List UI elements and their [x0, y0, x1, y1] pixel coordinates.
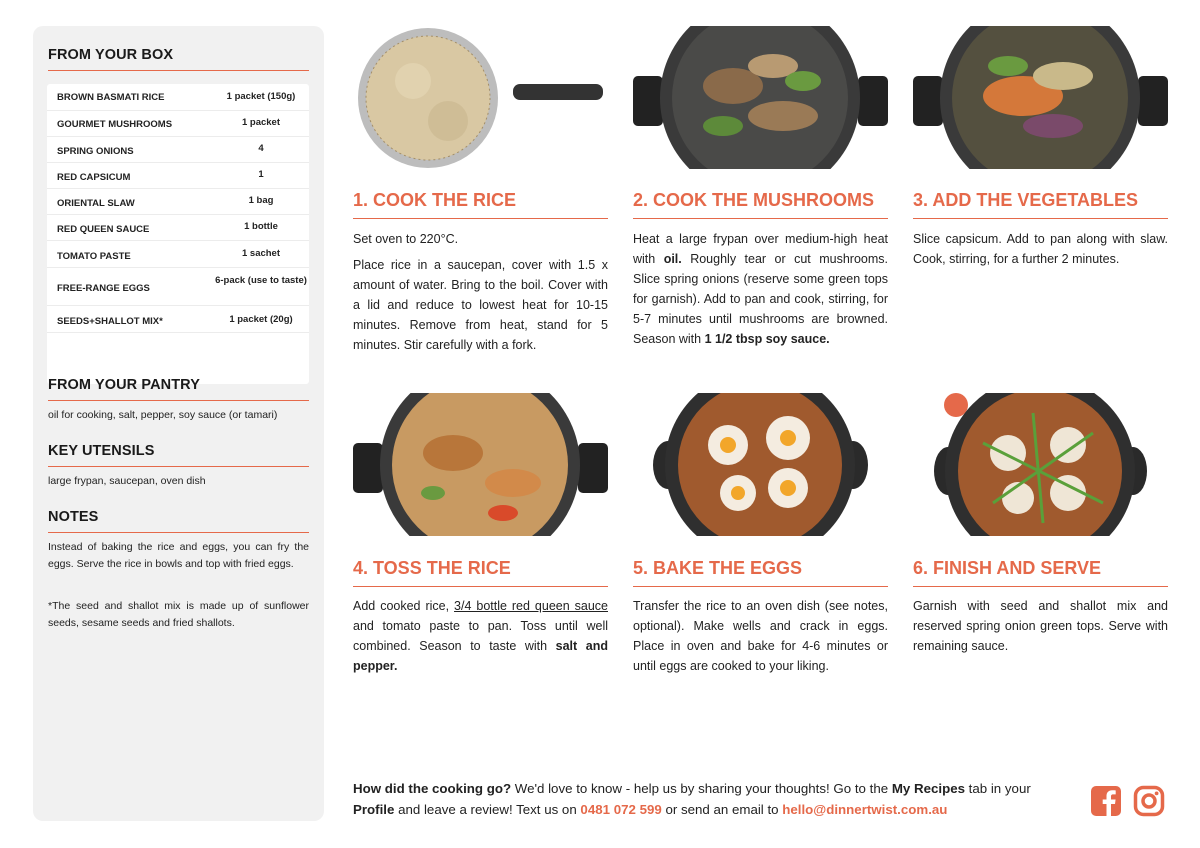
ingredient-name: BROWN BASMATI RICE: [57, 92, 165, 103]
footer-text: and leave a review! Text us on: [394, 802, 581, 817]
toss-rice-pan-photo: [353, 393, 608, 536]
ingredient-row: [47, 84, 309, 111]
step-text-part: and tomato paste to pan. Toss until well combined. Season to taste with: [353, 619, 608, 653]
sidebar: [33, 26, 324, 821]
ingredient-row: [47, 215, 309, 241]
divider: [48, 400, 309, 401]
ingredient-row: [47, 137, 309, 163]
ingredient-qty: 4: [258, 143, 264, 154]
ingredient-qty: 1 packet (20g): [229, 314, 293, 325]
utensils-text: large frypan, saucepan, oven dish: [48, 475, 206, 487]
vegetables-pan-photo: [913, 26, 1168, 169]
notes-text: Instead of baking the rice and eggs, you can fry the eggs. Serve the rice in bowls and top with fried eggs.: [48, 541, 309, 570]
ingredient-name: FREE-RANGE EGGS: [57, 283, 150, 294]
ingredient-name: TOMATO PASTE: [57, 251, 131, 262]
ingredient-qty: 1: [258, 169, 264, 180]
divider: [48, 466, 309, 467]
step-text-part: Add cooked rice,: [353, 599, 455, 613]
step-1-title: 1. COOK THE RICE: [353, 190, 517, 210]
step-2-title: 2. COOK THE MUSHROOMS: [633, 190, 875, 210]
step-text-part: Heat a large frypan over medium-high heat with: [633, 232, 888, 266]
phone-link[interactable]: 0481 072 599: [580, 802, 662, 817]
feedback-footer: [353, 778, 1073, 820]
profile-link[interactable]: Profile: [353, 802, 395, 817]
step-6-text: [913, 596, 1168, 662]
step-text-part: Roughly tear or cut mushrooms. Slice spring onions (reserve some green tops for garnish). Add to pan and cook, stirring, for 5-7 minutes until mushrooms are browned. Season with: [633, 252, 888, 346]
step-paragraph: Slice capsicum. Add to pan along with slaw. Cook, stirring, for a further 2 minutes.: [913, 232, 1168, 266]
ingredient-name: SEEDS+SHALLOT MIX*: [57, 316, 163, 327]
ingredient-row: [47, 241, 309, 268]
ingredient-qty: 1 bag: [248, 195, 274, 206]
step-text-underlined: 3/4 bottle red queen sauce: [454, 599, 608, 613]
step-paragraph: Set oven to 220°C.: [353, 232, 459, 246]
step-3-title: 3. ADD THE VEGETABLES: [913, 190, 1139, 210]
step-4-text: [353, 596, 608, 676]
pantry-title: FROM YOUR PANTRY: [48, 377, 200, 393]
ingredient-qty: 1 sachet: [241, 248, 281, 259]
step-3-text: [913, 229, 1168, 275]
step-5-text: [633, 596, 888, 682]
utensils-title: KEY UTENSILS: [48, 443, 155, 459]
footer-text: or send an email to: [661, 802, 783, 817]
divider: [633, 218, 888, 219]
facebook-icon[interactable]: [1090, 785, 1122, 817]
step-text-bold: oil.: [663, 252, 682, 266]
ingredient-name: ORIENTAL SLAW: [57, 198, 135, 209]
my-recipes-link[interactable]: My Recipes: [891, 781, 965, 796]
divider: [913, 218, 1168, 219]
footer-text: We'd love to know - help us by sharing your thoughts! Go to the: [511, 781, 892, 796]
baked-eggs-dish-photo: [633, 393, 888, 536]
ingredient-qty: 6-pack (use to taste): [215, 275, 307, 286]
ingredient-row: [47, 111, 309, 137]
divider: [48, 70, 309, 71]
footer-text: tab in your: [964, 781, 1031, 796]
from-box-title: FROM YOUR BOX: [48, 47, 174, 63]
ingredient-qty: 1 bottle: [244, 221, 278, 232]
email-link[interactable]: hello@dinnertwist.com.au: [782, 802, 948, 817]
notes-footnote: *The seed and shallot mix is made up of sunflower seeds, sesame seeds and fried shallots.: [48, 600, 309, 629]
ingredient-name: RED CAPSICUM: [57, 172, 131, 183]
divider: [353, 218, 608, 219]
divider: [48, 532, 309, 533]
finished-dish-photo: [913, 393, 1168, 536]
ingredient-row: [47, 189, 309, 215]
step-1-text: [353, 229, 608, 361]
divider: [913, 586, 1168, 587]
ingredient-name: SPRING ONIONS: [57, 146, 134, 157]
footer-question: How did the cooking go?: [353, 781, 512, 796]
step-6-title: 6. FINISH AND SERVE: [913, 558, 1102, 578]
instagram-icon[interactable]: [1133, 785, 1165, 817]
rice-strainer-photo: [353, 26, 608, 169]
step-5-title: 5. BAKE THE EGGS: [633, 558, 803, 578]
pantry-text: oil for cooking, salt, pepper, soy sauce (or tamari): [48, 409, 278, 421]
ingredient-qty: 1 packet: [241, 117, 281, 128]
ingredient-row: [47, 268, 309, 306]
step-2-text: [633, 229, 888, 349]
divider: [633, 586, 888, 587]
ingredient-row: [47, 163, 309, 189]
ingredient-qty: 1 packet (150g): [226, 91, 296, 102]
step-text-bold: 1 1/2 tbsp soy sauce.: [704, 332, 830, 346]
ingredient-name: GOURMET MUSHROOMS: [57, 119, 173, 130]
mushrooms-pan-photo: [633, 26, 888, 169]
ingredients-table: [47, 84, 309, 384]
step-paragraph: Transfer the rice to an oven dish (see notes, optional). Make wells and crack in eggs. Place in oven and bake for 4-6 minutes or until eggs are cooked to your liking.: [633, 599, 888, 673]
step-text-bold: salt and pepper.: [353, 639, 608, 673]
step-4-title: 4. TOSS THE RICE: [353, 558, 511, 578]
notes-title: NOTES: [48, 509, 99, 525]
step-paragraph: Garnish with seed and shallot mix and reserved spring onion green tops. Serve with remaining sauce.: [913, 599, 1168, 653]
ingredient-name: RED QUEEN SAUCE: [57, 224, 150, 235]
divider: [353, 586, 608, 587]
ingredient-row: [47, 306, 309, 333]
step-paragraph: Place rice in a saucepan, cover with 1.5 x amount of water. Bring to the boil. Cover with a lid and reduce to lowest heat for 10-15 minutes. Remove from heat, stand for 5 minutes. Stir carefully with a fork.: [353, 258, 608, 352]
